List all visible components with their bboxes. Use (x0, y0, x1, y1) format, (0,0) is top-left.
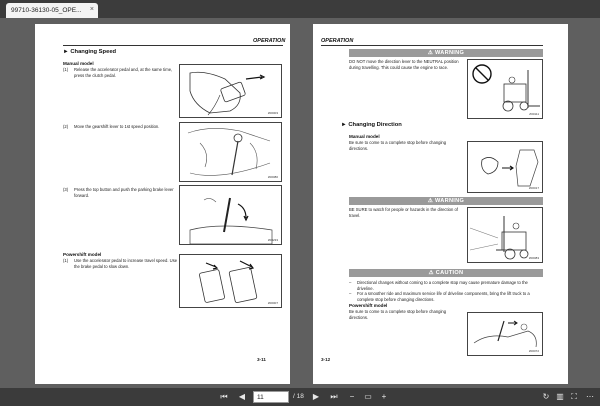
parking-brake-illustration (180, 186, 283, 246)
figure-direction-lever (467, 141, 543, 193)
prev-page-icon[interactable]: ◀ (238, 392, 246, 401)
figure-code: Z00080 (267, 175, 278, 179)
figure-watch-direction (467, 207, 543, 263)
powershift-model-label: Powershift model (349, 303, 388, 308)
caution-banner: ⚠ CAUTION (349, 269, 543, 277)
figure-parking-brake (179, 185, 282, 245)
menu-icon[interactable]: ⋯ (586, 392, 594, 401)
total-pages: / 18 (293, 393, 304, 400)
figure-code: Z00017 (528, 186, 539, 190)
next-page-icon[interactable]: ▶ (312, 392, 320, 401)
figure-powershift-pedals (179, 254, 282, 308)
gearshift-illustration (180, 123, 283, 183)
manual-model-text: Be sure to come to a complete stop before changing directions. (349, 140, 447, 151)
fit-page-icon[interactable]: ▭ (364, 392, 372, 401)
figure-code: Z00083 (528, 256, 539, 260)
page-number: 3-11 (257, 357, 266, 362)
figure-accelerator-pedal (179, 64, 282, 118)
figure-code: Z00007 (267, 301, 278, 305)
step-number: (1) (63, 67, 69, 72)
rotate-icon[interactable]: ↻ (542, 392, 550, 401)
first-page-icon[interactable]: ⏮ (220, 392, 228, 401)
powershift-model-text: Be sure to come to a complete stop before changing directions. (349, 309, 447, 320)
section-title: ► Changing Speed (63, 49, 117, 55)
section-title: ► Changing Direction (341, 122, 402, 128)
step-number: (3) (63, 187, 69, 192)
tab-title: 99710-36130-05_OPE... (11, 7, 82, 14)
zoom-in-icon[interactable]: + (381, 392, 387, 401)
step-number: (2) (63, 124, 69, 129)
document-tab[interactable] (6, 3, 98, 18)
figure-code: Z00233 (267, 238, 278, 242)
powershift-model-label: Powershift model (63, 252, 102, 257)
page-header: OPERATION (253, 38, 286, 44)
step-text: Press the top button and push the parking brake lever forward. (74, 187, 174, 198)
figure-code: Z00111 (529, 112, 539, 116)
warning-text: DO NOT move the direction lever to the NEUTRAL position during travelling. This could cause the engine to race. (349, 59, 459, 70)
header-rule (321, 45, 543, 46)
caution-item: – Directional changes without coming to a complete stop may cause premature damage to the driveline. (349, 280, 543, 291)
manual-model-label: Manual model (63, 61, 94, 66)
page-header: OPERATION (321, 38, 354, 44)
warning-banner: ⚠ WARNING (349, 49, 543, 57)
page-number-input[interactable] (253, 391, 289, 403)
last-page-icon[interactable]: ⏭ (330, 392, 338, 401)
header-rule (63, 45, 283, 46)
caution-item: – For a smoother ride and maximum service life of driveline components, bring the lift truck to a complete stop before changing directions. (349, 291, 543, 302)
fullscreen-icon[interactable]: ⛶ (571, 392, 577, 401)
zoom-out-icon[interactable]: − (349, 392, 355, 401)
figure-code: Z00003 (267, 111, 278, 115)
manual-model-label: Manual model (349, 134, 380, 139)
step-text: Move the gearshift lever to 1st speed position. (74, 124, 160, 129)
warning-banner: ⚠ WARNING (349, 197, 543, 205)
page-number: 3-12 (321, 357, 331, 362)
caution-list (349, 280, 543, 302)
two-page-icon[interactable]: ▥ (556, 392, 564, 401)
pdf-toolbar (0, 388, 600, 406)
step-text: Use the accelerator pedal to increase travel speed. Use the brake pedal to slow down. (74, 258, 178, 269)
no-neutral-illustration (468, 60, 544, 120)
figure-gearshift-lever (179, 122, 282, 182)
warning-text: BE SURE to watch for people or hazards in the direction of travel. (349, 207, 458, 218)
page-right (313, 24, 568, 384)
close-tab-icon[interactable]: × (89, 6, 94, 13)
figure-powershift-lever (467, 312, 543, 356)
tab-bar (0, 0, 600, 18)
step-number: (1) (63, 258, 69, 263)
figure-no-neutral (467, 59, 543, 119)
page-left (35, 24, 290, 384)
document-viewer[interactable] (0, 18, 600, 388)
step-text: Release the accelerator pedal and, at the same time, press the clutch pedal. (74, 67, 173, 78)
figure-code: Z00072 (528, 349, 539, 353)
